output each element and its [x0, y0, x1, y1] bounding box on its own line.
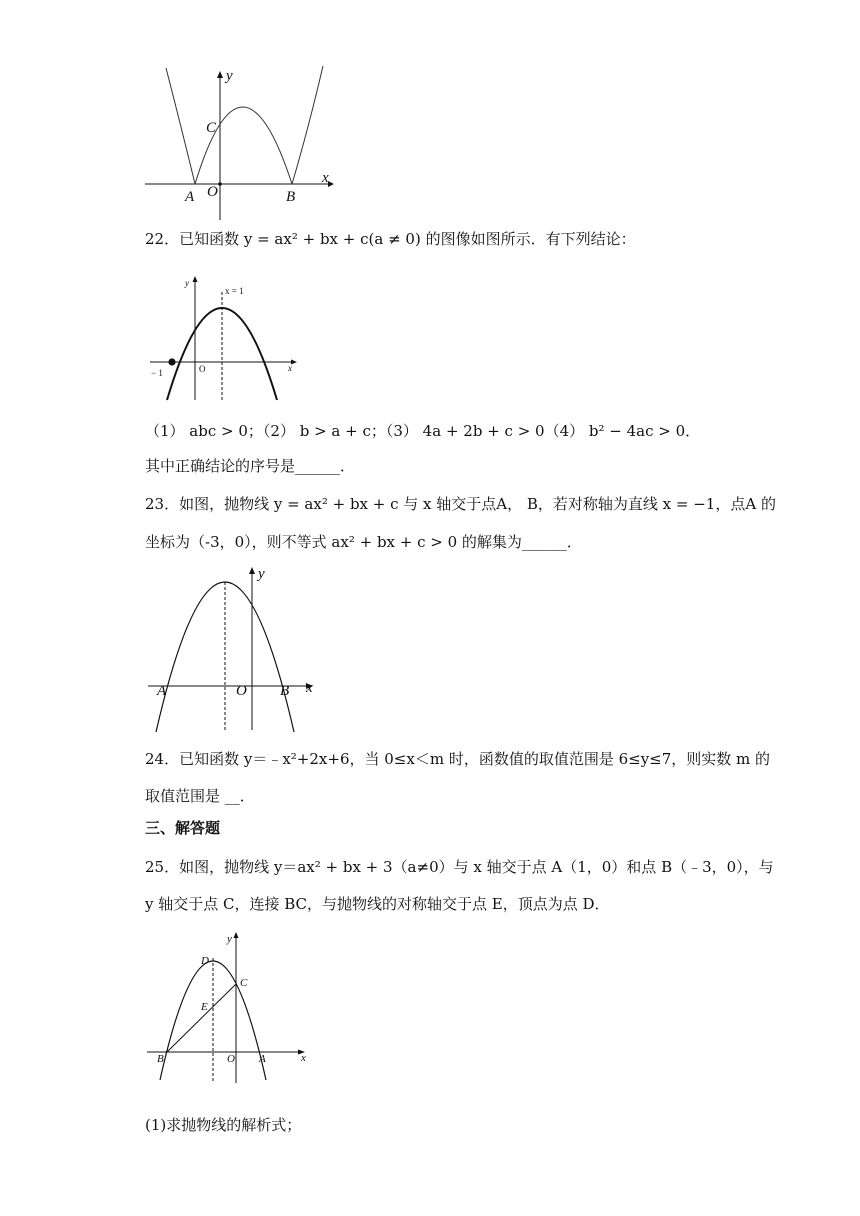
- label-O: O: [236, 683, 247, 699]
- curve-right-branch: [292, 66, 323, 184]
- q22-answer-prompt: 其中正确结论的序号是______．: [145, 457, 356, 475]
- y-axis-arrow: [249, 567, 255, 574]
- label-C: C: [206, 120, 217, 136]
- label-x: x: [288, 363, 292, 373]
- origin-dot: [218, 182, 222, 186]
- y-axis-arrow: [217, 71, 223, 78]
- q25-part1: (1)求抛物线的解析式；: [145, 1116, 302, 1134]
- q23-figure: [140, 560, 325, 735]
- x-axis-arrow: [328, 181, 334, 187]
- q25-stem-line2: y 轴交于点 C，连接 BC，与抛物线的对称轴交于点 E，顶点为点 D．: [145, 895, 610, 913]
- label-A: A: [185, 189, 195, 205]
- label-B: B: [280, 683, 290, 699]
- label-y: y: [227, 933, 232, 945]
- segment-BC: [167, 984, 236, 1052]
- label-x: x: [301, 1052, 306, 1064]
- label-x: x: [306, 680, 313, 696]
- label-A: A: [259, 1053, 266, 1065]
- label-y: y: [226, 68, 233, 84]
- label-x-eq-1: x = 1: [225, 286, 244, 296]
- y-axis-arrow: [193, 276, 198, 282]
- section-heading: 三、解答题: [145, 819, 221, 837]
- q23-stem-line2: 坐标为（-3，0），则不等式 ax² + bx + c > 0 的解集为______．: [145, 533, 582, 551]
- figure-parabola-pair: [140, 60, 340, 225]
- q24-stem-line1: 24．已知函数 y＝﹣x²+2x+6，当 0≤x＜m 时，函数值的取值范围是 6≤y≤7，则实数 m 的: [145, 750, 771, 768]
- label-C: C: [240, 977, 248, 989]
- label-B: B: [286, 189, 296, 205]
- label-O: O: [227, 1053, 235, 1065]
- q24-stem-line2: 取值范围是 __．: [145, 787, 255, 805]
- q22-stem: 22．已知函数 y = ax² + bx + c(a ≠ 0) 的图像如图所示．有下列结论：: [145, 230, 636, 248]
- curve-left-branch: [166, 68, 195, 184]
- curve-middle-arch: [195, 107, 292, 184]
- label-y: y: [258, 566, 265, 582]
- label-x: x: [322, 170, 329, 186]
- label-B: B: [157, 1053, 164, 1065]
- label-y: y: [185, 278, 189, 288]
- q25-figure: [145, 928, 315, 1088]
- label-O: O: [207, 184, 218, 200]
- point-neg-one: [168, 358, 175, 365]
- label-D: D: [201, 955, 209, 967]
- q22-conclusions: （1） abc > 0；（2） b > a + c；（3） 4a + 2b + c > 0（4） b² − 4ac > 0．: [145, 422, 701, 440]
- label-O: O: [199, 364, 206, 374]
- label-E: E: [201, 1001, 208, 1013]
- label-A: A: [157, 683, 167, 699]
- label-neg-one: − 1: [151, 368, 163, 378]
- q23-stem-line1: 23．如图，抛物线 y = ax² + bx + c 与 x 轴交于点A， B，若对称轴为直线 x = −1，点A 的: [145, 495, 776, 513]
- q22-figure: [145, 270, 305, 405]
- y-axis-arrow: [234, 932, 239, 938]
- q25-stem-line1: 25．如图，抛物线 y＝ax² + bx + 3（a≠0）与 x 轴交于点 A（1，0）和点 B（﹣3，0），与: [145, 858, 774, 876]
